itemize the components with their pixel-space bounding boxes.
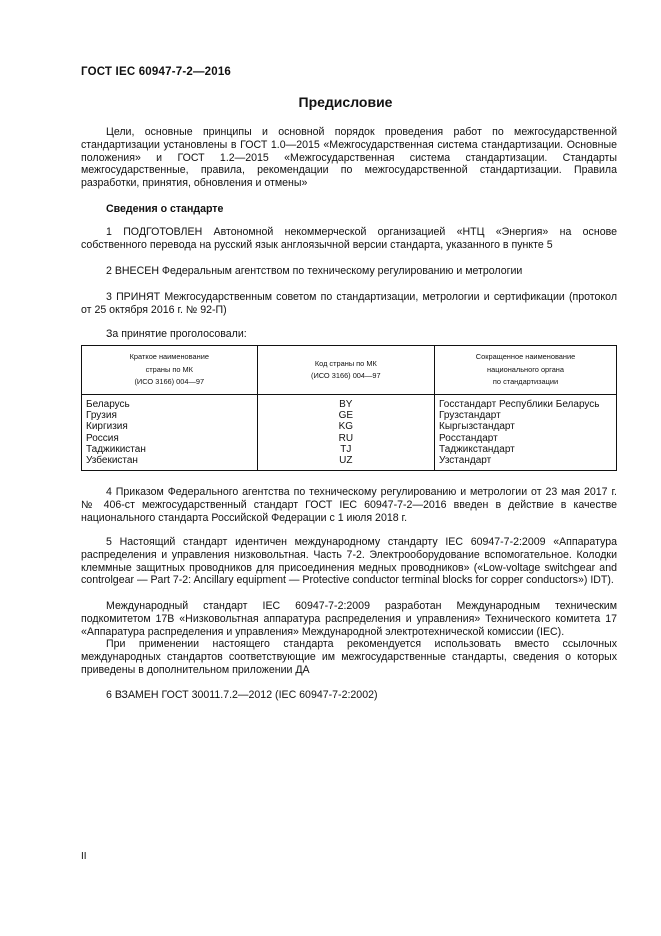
- code-cell: RU: [257, 433, 434, 444]
- body-cell: Таджикстандарт: [435, 444, 617, 455]
- header-country-code: Код страны по МК (ИСО 3166) 004—97: [257, 346, 434, 395]
- voting-table: [81, 345, 617, 471]
- table-row: [82, 395, 617, 411]
- body-cell: Грузстандарт: [435, 410, 617, 421]
- table-header-row: [82, 346, 617, 395]
- table-row: [82, 455, 617, 471]
- page-title: Предисловие: [298, 94, 393, 110]
- table-row: [82, 421, 617, 432]
- country-cell: Грузия: [82, 410, 258, 421]
- page-number: II: [81, 851, 87, 862]
- item-5-paragraph-3: При применении настоящего стандарта рекомендуется использовать вместо ссылочных международных стандартов соответствующие им межгосударственные стандарты, сведения о которых приведены в дополнительном приложении ДА: [81, 638, 617, 676]
- code-cell: KG: [257, 421, 434, 432]
- header-national-body: Сокращенное наименование национального органа по стандартизации: [435, 346, 617, 395]
- code-cell: TJ: [257, 444, 434, 455]
- item-3-paragraph: 3 ПРИНЯТ Межгосударственным советом по стандартизации, метрологии и сертификации (протокол от 25 октября 2016 г. № 92-П): [81, 291, 617, 316]
- table-row: [82, 444, 617, 455]
- code-cell: UZ: [257, 455, 434, 471]
- code-cell: GE: [257, 410, 434, 421]
- body-cell: Узстандарт: [435, 455, 617, 471]
- country-cell: Киргизия: [82, 421, 258, 432]
- country-cell: Россия: [82, 433, 258, 444]
- intro-paragraph: Цели, основные принципы и основной порядок проведения работ по межгосударственной стандартизации установлены в ГОСТ 1.0—2015 «Межгосударственная система стандартизации. Основные положения» и ГОСТ 1.2—2015 «Межгосударственная система стандартизации. Стандарты межгосударственные, правила, рекомендации по межгосударственной стандартизации. Правила разработки, принятия, обновления и отмены»: [81, 126, 617, 190]
- table-row: [82, 410, 617, 421]
- votes-label: За принятие проголосовали:: [106, 328, 247, 340]
- item-5-paragraph-2: Международный стандарт IEC 60947-7-2:2009 разработан Международным техническим подкомитетом 17B «Низковольтная аппаратура распределения и управления» Технического комитета 17 «Аппаратура распределения и управления» Международной электротехнической комиссии (IEC).: [81, 600, 617, 638]
- item-6-paragraph: 6 ВЗАМЕН ГОСТ 30011.7.2—2012 (IEC 60947-7-2:2002): [106, 689, 378, 701]
- country-cell: Беларусь: [82, 395, 258, 411]
- body-cell: Госстандарт Республики Беларусь: [435, 395, 617, 411]
- item-2-paragraph: 2 ВНЕСЕН Федеральным агентством по техническому регулированию и метрологии: [106, 265, 523, 277]
- header-country-name: Краткое наименование страны по МК (ИСО 3166) 004—97: [82, 346, 258, 395]
- body-cell: Росстандарт: [435, 433, 617, 444]
- item-4-paragraph: 4 Приказом Федерального агентства по техническому регулированию и метрологии от 23 мая 2017 г. № 406-ст межгосударственный стандарт ГОСТ IEC 60947-7-2—2016 введен в действие в качестве национального стандарта Российской Федерации с 1 июля 2018 г.: [81, 486, 617, 524]
- table-row: [82, 433, 617, 444]
- country-cell: Узбекистан: [82, 455, 258, 471]
- country-cell: Таджикистан: [82, 444, 258, 455]
- document-header: ГОСТ IEC 60947-7-2—2016: [81, 66, 232, 78]
- section-heading: Сведения о стандарте: [106, 203, 224, 215]
- item-5-paragraph: 5 Настоящий стандарт идентичен международному стандарту IEC 60947-7-2:2009 «Аппаратура распределения и управления низковольтная. Часть 7-2. Электрооборудование вспомогательное. Колодки клеммные защитных проводников для присоединения медных проводников» («Low-voltage switchgear and controlgear — Part 7-2: Ancillary equipment — Protective conductor terminal blocks for copper conductors») IDT).: [81, 536, 617, 587]
- item-1-paragraph: 1 ПОДГОТОВЛЕН Автономной некоммерческой организацией «НТЦ «Энергия» на основе собственного перевода на русский язык англоязычной версии стандарта, указанного в пункте 5: [81, 226, 617, 251]
- code-cell: BY: [257, 395, 434, 411]
- body-cell: Кыргызстандарт: [435, 421, 617, 432]
